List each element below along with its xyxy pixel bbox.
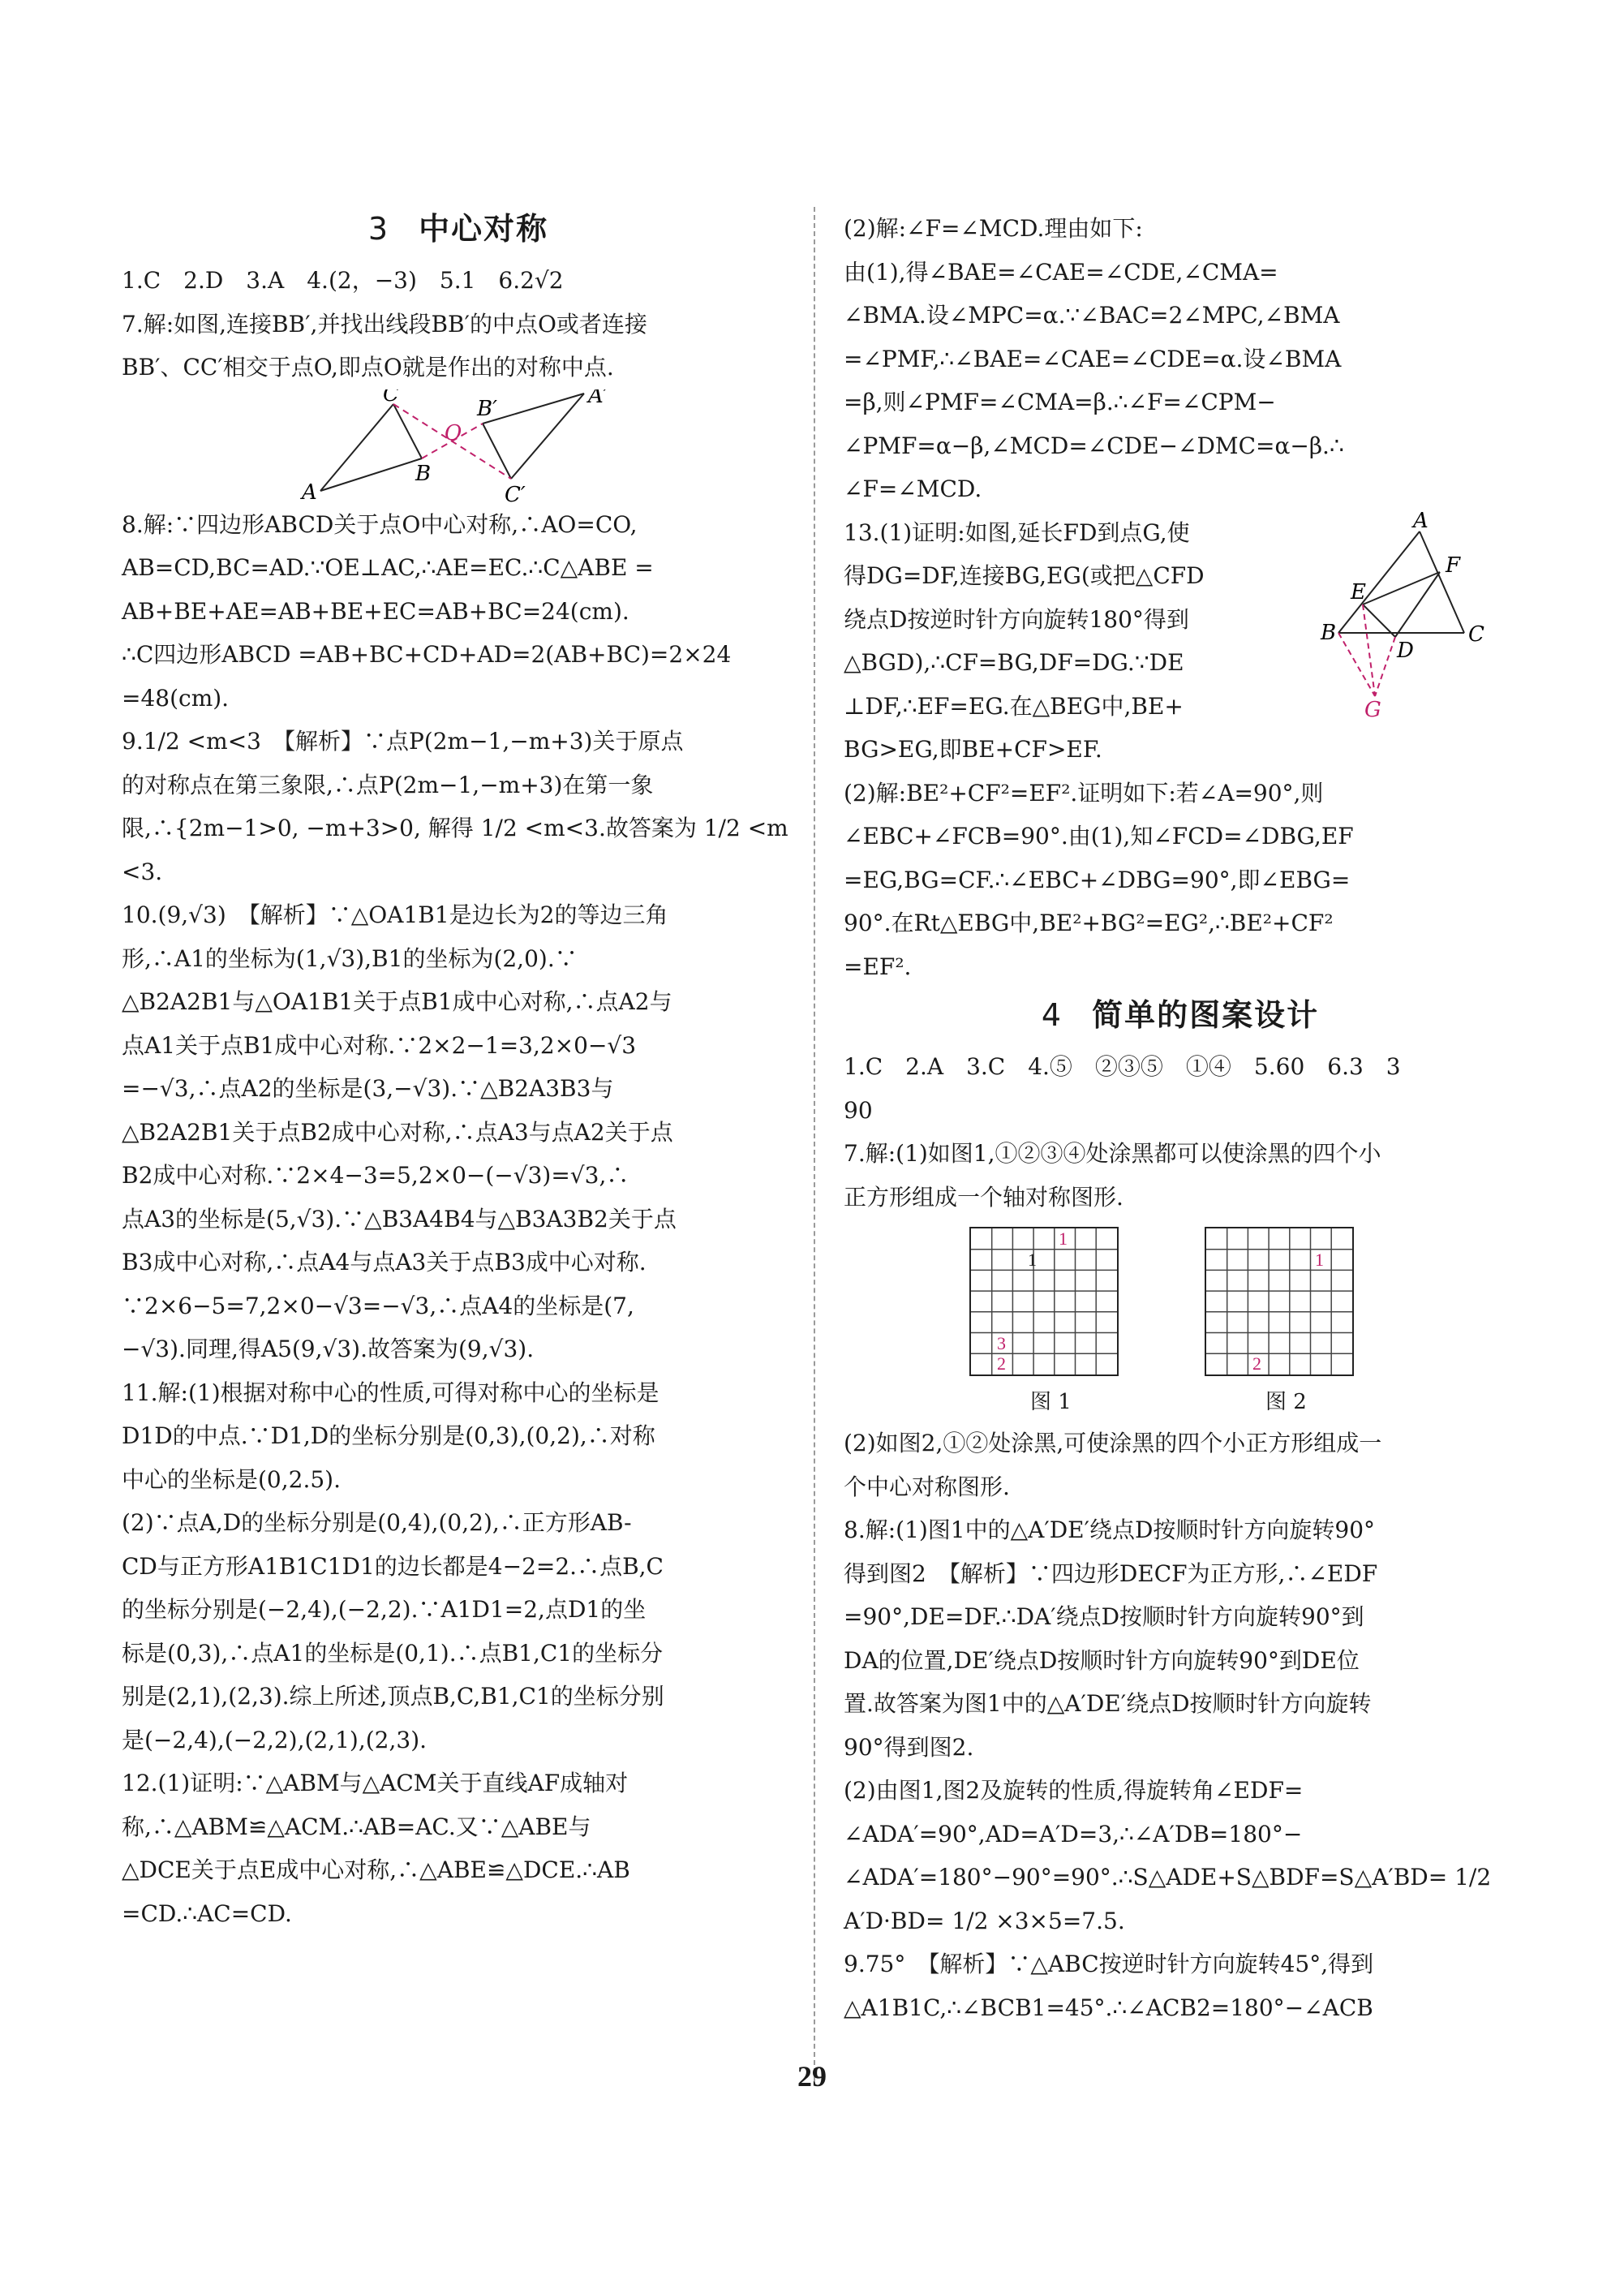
text-line: B2成中心对称.∵2×4−3=5,2×0−(−√3)=√3,∴ (122, 1162, 629, 1189)
text-line: AB+BE+AE=AB+BE+EC=AB+BC=24(cm). (122, 597, 629, 625)
text-line: ∠ADA′=90°,AD=A′D=3,∴∠A′DB=180°− (844, 1820, 1303, 1848)
text-line: (2)如图2,①②处涂黑,可使涂黑的四个小正方形组成一 (844, 1430, 1382, 1456)
text-line: 限,∴{2m−1>0, −m+3>0, 解得 1/2 <m<3.故答案为 1/2 <m (122, 815, 788, 841)
fig7-label-B: B (415, 461, 432, 486)
text-line: =β,则∠PMF=∠CMA=β.∴∠F=∠CPM− (844, 389, 1276, 415)
text-line: 7.解:(1)如图1,①②③④处涂黑都可以使涂黑的四个小 (844, 1140, 1381, 1167)
text-line: ∠EBC+∠FCB=90°.由(1),知∠FCD=∠DBG,EF (844, 823, 1354, 850)
grid1-mark-1b: 1 (1028, 1250, 1037, 1270)
text-line: A′D·BD= 1/2 ×3×5=7.5. (844, 1907, 1125, 1934)
answer-block (844, 772, 1517, 989)
fig7-label-C-prime: C′ (505, 482, 526, 503)
page-number: 29 (797, 2060, 827, 2093)
text-line: 中心的坐标是(0,2.5). (122, 1465, 341, 1493)
q13-block (844, 511, 1517, 772)
text-line: =CD.∴AC=CD. (122, 1899, 292, 1927)
text-line: D1D的中点.∵D1,D的坐标分别是(0,3),(0,2),∴对称 (122, 1422, 655, 1449)
text-line: B3成中心对称,∴点A4与点A3关于点B3成中心对称. (122, 1249, 647, 1276)
text-line: 绕点D按逆时针方向旋转180°得到 (844, 605, 1189, 633)
text-line: 13.(1)证明:如图,延长FD到点G,使 (844, 518, 1190, 546)
section-number: 4 (1041, 997, 1063, 1033)
text-line: =48(cm). (122, 684, 230, 712)
text-line: 7.解:如图,连接BB′,并找出线段BB′的中点O或者连接 (122, 310, 647, 338)
text-line: 10.(9,√3) 【解析】∵△OA1B1是边长为2的等边三角 (122, 901, 668, 928)
text-line: 9.1/2 <m<3 【解析】∵点P(2m−1,−m+3)关于原点 (122, 728, 684, 755)
text-line: 置.故答案为图1中的△A′DE′绕点D按顺时针方向旋转 (844, 1690, 1372, 1717)
text-line: 得DG=DF,连接BG,EG(或把△CFD (844, 562, 1205, 589)
text-line: =EF². (844, 953, 912, 980)
text-line: ∴C四边形ABCD =AB+BC+CD+AD=2(AB+BC)=2×24 (122, 641, 732, 668)
figure-q7 (122, 389, 795, 503)
text-line: 90 (844, 1096, 873, 1124)
text-line: 1.C 2.D 3.A 4.(2，−3) 5.1 6.2√2 (122, 267, 564, 294)
grid-caption-2: 图 2 (1265, 1390, 1307, 1414)
fig13-label-A: A (1413, 510, 1429, 533)
answer-block (844, 1045, 1517, 1219)
text-line: 1.C 2.A 3.C 4.⑤ ②③⑤ ①④ 5.60 6.3 3 (844, 1053, 1401, 1080)
fig7-label-C: C (383, 389, 399, 407)
fig7-label-O: O (445, 420, 462, 445)
text-line: 90°得到图2. (844, 1733, 974, 1761)
section-title: 简单的图案设计 (1092, 997, 1320, 1033)
answer-block (122, 503, 795, 1936)
grid-caption-1: 图 1 (1030, 1390, 1072, 1414)
text-line: DA的位置,DE′绕点D按顺时针方向旋转90°到DE位 (844, 1646, 1360, 1674)
left-column (122, 207, 795, 1935)
section-title: 中心对称 (419, 211, 549, 247)
text-line: 称,∴△ABM≌△ACM.∴AB=AC.又∵△ABE与 (122, 1813, 591, 1840)
text-line: 90°.在Rt△EBG中,BE²+BG²=EG²,∴BE²+CF² (844, 910, 1334, 936)
text-line: 正方形组成一个轴对称图形. (844, 1183, 1123, 1211)
grid2-mark-1: 1 (1315, 1250, 1324, 1270)
text-line: CD与正方形A1B1C1D1的边长都是4−2=2.∴点B,C (122, 1552, 664, 1580)
text-line: 个中心对称图形. (844, 1473, 1010, 1500)
fig13-label-D: D (1397, 638, 1414, 663)
text-line: −√3).同理,得A5(9,√3).故答案为(9,√3). (122, 1336, 535, 1362)
text-line: =−√3,∴点A2的坐标是(3,−√3).∵△B2A3B3与 (122, 1075, 614, 1102)
grid1-mark-1: 1 (1059, 1228, 1068, 1249)
text-line: △A1B1C,∴∠BCB1=45°.∴∠ACB2=180°−∠ACB (844, 1994, 1373, 2021)
text-line: 8.解:(1)图1中的△A′DE′绕点D按顺时针方向旋转90° (844, 1516, 1376, 1543)
text-line: 的对称点在第三象限,∴点P(2m−1,−m+3)在第一象 (122, 771, 654, 798)
grid1-mark-3: 3 (997, 1333, 1006, 1353)
text-line: 由(1),得∠BAE=∠CAE=∠CDE,∠CMA= (844, 258, 1278, 286)
fig7-label-A-prime: A′ (588, 389, 608, 408)
text-line: △DCE关于点E成中心对称,∴△ABE≌△DCE.∴AB (122, 1856, 630, 1883)
text-line: 点A3的坐标是(5,√3).∵△B3A4B4与△B3A3B2关于点 (122, 1205, 677, 1232)
text-line: 的坐标分别是(−2,4),(−2,2).∵A1D1=2,点D1的坐 (122, 1596, 647, 1623)
text-line: ∵2×6−5=7,2×0−√3=−√3,∴点A4的坐标是(7, (122, 1292, 634, 1319)
grid-figure-1 (969, 1227, 1119, 1376)
text-line: △B2A2B1与△OA1B1关于点B1成中心对称,∴点A2与 (122, 988, 672, 1015)
fig7-label-A: A (302, 480, 317, 503)
fig13-label-F: F (1446, 553, 1461, 578)
text-line: ∠ADA′=180°−90°=90°.∴S△ADE+S△BDF=S△A′BD= 1/2 (844, 1864, 1492, 1891)
right-column (844, 207, 1517, 2029)
grid1-mark-2: 2 (997, 1353, 1006, 1374)
text-line: 是(−2,4),(−2,2),(2,1),(2,3). (122, 1726, 427, 1753)
answer-block (844, 207, 1517, 511)
grid-figures (844, 1219, 1517, 1422)
text-line: =∠PMF,∴∠BAE=∠CAE=∠CDE=α.设∠BMA (844, 345, 1342, 372)
text-line: △B2A2B1关于点B2成中心对称,∴点A3与点A2关于点 (122, 1118, 673, 1146)
text-line: 形,∴A1的坐标为(1,√3),B1的坐标为(2,0).∵ (122, 944, 578, 972)
text-line: BB′、CC′相交于点O,即点O就是作出的对称中点. (122, 354, 614, 381)
grid2-mark-2: 2 (1252, 1353, 1261, 1374)
answer-block (844, 511, 1298, 772)
text-line: =EG,BG=CF.∴∠EBC+∠DBG=90°,即∠EBG= (844, 866, 1351, 893)
text-line: 别是(2,1),(2,3).综上所述,顶点B,C,B1,C1的坐标分别 (122, 1683, 664, 1710)
text-line: AB=CD,BC=AD.∵OE⊥AC,∴AE=EC.∴C△ABE = (122, 554, 654, 581)
text-line: (2)解:∠F=∠MCD.理由如下: (844, 215, 1143, 242)
text-line: 12.(1)证明:∵△ABM与△ACM关于直线AF成轴对 (122, 1770, 629, 1796)
text-line: ∠PMF=α−β,∠MCD=∠CDE−∠DMC=α−β.∴ (844, 432, 1344, 459)
fig13-label-E: E (1351, 579, 1366, 604)
section-heading-4 (844, 993, 1517, 1037)
text-line: 标是(0,3),∴点A1的坐标是(0,1).∴点B1,C1的坐标分 (122, 1639, 664, 1667)
text-line: (2)∵点A,D的坐标分别是(0,4),(0,2),∴正方形AB- (122, 1509, 632, 1536)
text-line: 得到图2 【解析】∵四边形DECF为正方形,∴∠EDF (844, 1559, 1378, 1587)
text-line: ∠F=∠MCD. (844, 475, 982, 502)
text-line: <3. (122, 858, 163, 885)
answer-block (844, 1422, 1517, 2029)
fig13-label-B: B (1321, 620, 1337, 645)
fig7-label-B-prime: B′ (477, 396, 498, 421)
fig13-label-C: C (1468, 622, 1484, 647)
text-line: ∠BMA.设∠MPC=α.∵∠BAC=2∠MPC,∠BMA (844, 302, 1340, 329)
text-line: ⊥DF,∴EF=EG.在△BEG中,BE+ (844, 692, 1184, 720)
answer-block (122, 259, 795, 389)
text-line: 11.解:(1)根据对称中心的性质,可得对称中心的坐标是 (122, 1379, 659, 1406)
text-line: 点A1关于点B1成中心对称.∵2×2−1=3,2×0−√3 (122, 1031, 637, 1059)
text-line: (2)解:BE²+CF²=EF².证明如下:若∠A=90°,则 (844, 779, 1324, 807)
text-line: =90°,DE=DF.∴DA′绕点D按顺时针方向旋转90°到 (844, 1603, 1364, 1630)
grid-figure-2 (1205, 1227, 1354, 1376)
figure-q13 (1306, 511, 1501, 722)
column-divider (814, 207, 815, 2081)
symmetry-figure (122, 389, 795, 503)
text-line: 8.解:∵四边形ABCD关于点O中心对称,∴AO=CO, (122, 510, 638, 538)
section-number: 3 (367, 211, 390, 247)
text-line: 9.75° 【解析】∵△ABC按逆时针方向旋转45°,得到 (844, 1951, 1374, 1977)
fig13-label-G: G (1364, 697, 1381, 722)
section-heading-3 (122, 207, 795, 251)
text-line: △BGD),∴CF=BG,DF=DG.∵DE (844, 649, 1184, 676)
text-line: BG>EG,即BE+CF>EF. (844, 736, 1102, 763)
text-line: (2)由图1,图2及旋转的性质,得旋转角∠EDF= (844, 1777, 1304, 1804)
